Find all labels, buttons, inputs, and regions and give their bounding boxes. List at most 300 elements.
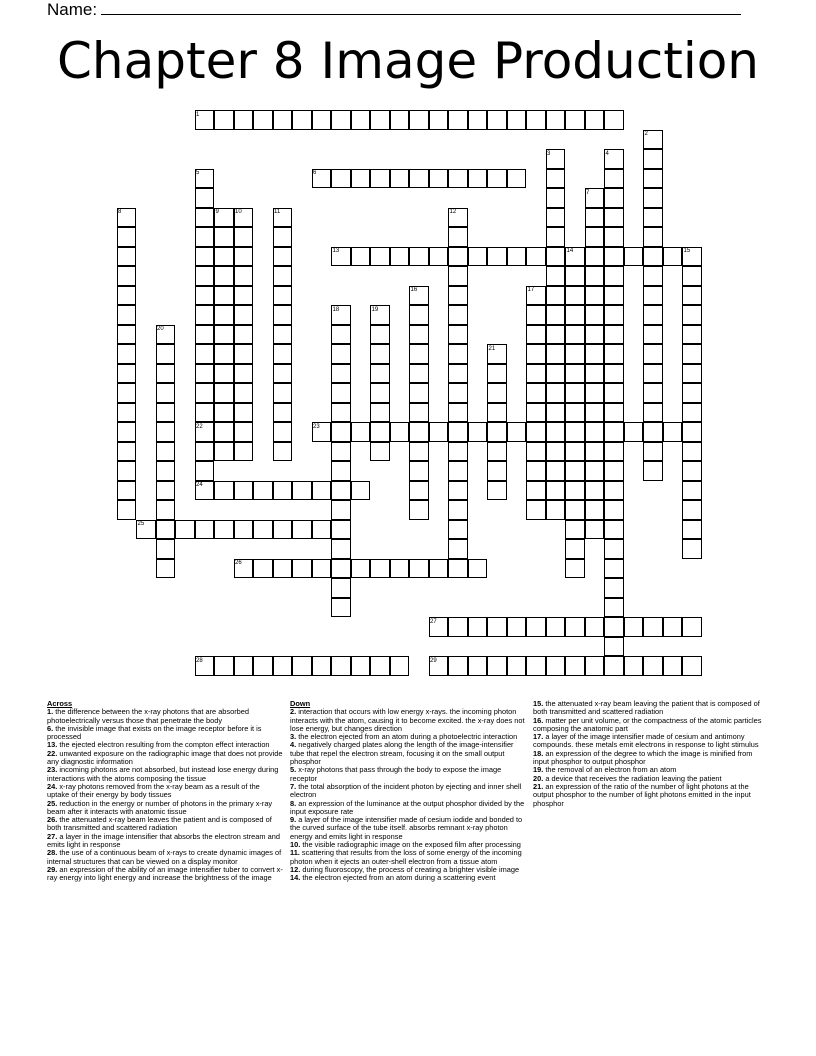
grid-cell[interactable] (643, 344, 663, 364)
grid-cell[interactable] (507, 169, 527, 189)
grid-cell[interactable] (409, 344, 429, 364)
grid-cell[interactable] (273, 325, 293, 345)
grid-cell[interactable] (585, 403, 605, 423)
grid-cell[interactable] (604, 481, 624, 501)
grid-cell[interactable] (234, 247, 254, 267)
grid-cell[interactable] (643, 442, 663, 462)
grid-cell[interactable] (682, 325, 702, 345)
grid-cell[interactable] (526, 325, 546, 345)
grid-cell[interactable] (565, 383, 585, 403)
grid-cell[interactable] (682, 403, 702, 423)
grid-cell[interactable] (448, 364, 468, 384)
grid-cell[interactable] (526, 461, 546, 481)
grid-cell[interactable] (370, 247, 390, 267)
grid-cell[interactable] (448, 617, 468, 637)
grid-cell[interactable] (292, 481, 312, 501)
grid-cell[interactable] (546, 325, 566, 345)
grid-cell[interactable] (487, 383, 507, 403)
grid-cell[interactable] (273, 481, 293, 501)
grid-cell[interactable] (273, 364, 293, 384)
grid-cell[interactable] (331, 364, 351, 384)
grid-cell[interactable] (565, 305, 585, 325)
grid-cell[interactable] (604, 110, 624, 130)
grid-cell[interactable] (409, 364, 429, 384)
grid-cell[interactable] (565, 286, 585, 306)
grid-cell[interactable] (409, 110, 429, 130)
grid-cell[interactable] (448, 461, 468, 481)
grid-cell[interactable] (370, 344, 390, 364)
grid-cell[interactable] (195, 208, 215, 228)
grid-cell[interactable] (273, 422, 293, 442)
grid-cell[interactable] (604, 598, 624, 618)
grid-cell[interactable] (585, 442, 605, 462)
grid-cell[interactable] (214, 481, 234, 501)
grid-cell[interactable] (273, 110, 293, 130)
grid-cell[interactable] (565, 520, 585, 540)
grid-cell[interactable] (331, 344, 351, 364)
grid-cell[interactable] (156, 442, 176, 462)
grid-cell[interactable] (156, 481, 176, 501)
grid-cell[interactable] (331, 325, 351, 345)
grid-cell[interactable] (390, 422, 410, 442)
grid-cell[interactable] (234, 305, 254, 325)
grid-cell[interactable] (585, 247, 605, 267)
grid-cell[interactable] (351, 559, 371, 579)
grid-cell[interactable] (663, 247, 683, 267)
grid-cell[interactable] (526, 344, 546, 364)
grid-cell[interactable] (604, 188, 624, 208)
grid-cell[interactable] (253, 520, 273, 540)
grid-cell[interactable] (682, 266, 702, 286)
grid-cell[interactable] (253, 481, 273, 501)
grid-cell[interactable] (409, 422, 429, 442)
grid-cell[interactable] (546, 188, 566, 208)
grid-cell[interactable] (331, 403, 351, 423)
grid-cell[interactable] (585, 617, 605, 637)
grid-cell[interactable] (409, 403, 429, 423)
grid-cell[interactable] (468, 617, 488, 637)
grid-cell[interactable] (663, 656, 683, 676)
grid-cell[interactable] (292, 559, 312, 579)
grid-cell[interactable] (253, 110, 273, 130)
grid-cell[interactable] (448, 286, 468, 306)
grid-cell[interactable] (273, 656, 293, 676)
grid-cell[interactable] (643, 188, 663, 208)
grid-cell[interactable] (370, 403, 390, 423)
grid-cell[interactable] (585, 364, 605, 384)
grid-cell[interactable] (604, 422, 624, 442)
grid-cell[interactable] (214, 442, 234, 462)
grid-cell[interactable] (409, 247, 429, 267)
grid-cell[interactable] (409, 461, 429, 481)
grid-cell[interactable] (565, 559, 585, 579)
grid-cell[interactable] (604, 305, 624, 325)
grid-cell[interactable] (468, 247, 488, 267)
grid-cell[interactable] (214, 383, 234, 403)
grid-cell[interactable] (214, 403, 234, 423)
grid-cell[interactable] (682, 344, 702, 364)
grid-cell[interactable] (312, 481, 332, 501)
grid-cell[interactable] (487, 461, 507, 481)
grid-cell[interactable] (487, 169, 507, 189)
grid-cell[interactable] (624, 656, 644, 676)
grid-cell[interactable] (234, 656, 254, 676)
grid-cell[interactable] (195, 247, 215, 267)
grid-cell[interactable] (448, 266, 468, 286)
grid-cell[interactable] (546, 481, 566, 501)
grid-cell[interactable] (585, 325, 605, 345)
grid-cell[interactable] (682, 461, 702, 481)
grid-cell[interactable] (156, 539, 176, 559)
grid-cell[interactable] (273, 383, 293, 403)
grid-cell[interactable] (546, 422, 566, 442)
grid-cell[interactable] (331, 461, 351, 481)
grid-cell[interactable] (468, 422, 488, 442)
grid-cell[interactable] (487, 442, 507, 462)
grid-cell[interactable] (604, 403, 624, 423)
grid-cell[interactable] (292, 520, 312, 540)
grid-cell[interactable] (546, 461, 566, 481)
grid-cell[interactable] (370, 383, 390, 403)
grid-cell[interactable] (565, 461, 585, 481)
grid-cell[interactable] (643, 169, 663, 189)
grid-cell[interactable] (585, 286, 605, 306)
grid-cell[interactable] (487, 481, 507, 501)
grid-cell[interactable] (370, 325, 390, 345)
grid-cell[interactable] (604, 383, 624, 403)
grid-cell[interactable] (468, 110, 488, 130)
grid-cell[interactable] (682, 539, 702, 559)
grid-cell[interactable] (390, 110, 410, 130)
grid-cell[interactable] (156, 364, 176, 384)
grid-cell[interactable] (117, 442, 137, 462)
grid-cell[interactable] (409, 169, 429, 189)
grid-cell[interactable] (370, 364, 390, 384)
grid-cell[interactable] (565, 110, 585, 130)
grid-cell[interactable] (526, 481, 546, 501)
grid-cell[interactable] (565, 500, 585, 520)
grid-cell[interactable] (604, 169, 624, 189)
grid-cell[interactable] (643, 617, 663, 637)
grid-cell[interactable] (526, 110, 546, 130)
grid-cell[interactable] (526, 422, 546, 442)
grid-cell[interactable] (682, 617, 702, 637)
grid-cell[interactable] (156, 559, 176, 579)
grid-cell[interactable] (195, 325, 215, 345)
grid-cell[interactable] (390, 656, 410, 676)
grid-cell[interactable] (156, 500, 176, 520)
grid-cell[interactable] (214, 286, 234, 306)
grid-cell[interactable] (507, 422, 527, 442)
grid-cell[interactable] (546, 227, 566, 247)
grid-cell[interactable] (234, 403, 254, 423)
grid-cell[interactable] (312, 520, 332, 540)
grid-cell[interactable] (390, 169, 410, 189)
grid-cell[interactable] (234, 383, 254, 403)
grid-cell[interactable] (234, 344, 254, 364)
grid-cell[interactable] (604, 364, 624, 384)
grid-cell[interactable] (546, 286, 566, 306)
grid-cell[interactable] (331, 500, 351, 520)
grid-cell[interactable] (604, 227, 624, 247)
grid-cell[interactable] (117, 286, 137, 306)
grid-cell[interactable] (604, 637, 624, 657)
grid-cell[interactable] (234, 266, 254, 286)
grid-cell[interactable] (468, 656, 488, 676)
grid-cell[interactable] (585, 344, 605, 364)
grid-cell[interactable] (604, 325, 624, 345)
grid-cell[interactable] (624, 617, 644, 637)
grid-cell[interactable] (526, 500, 546, 520)
grid-cell[interactable] (117, 266, 137, 286)
grid-cell[interactable] (429, 422, 449, 442)
grid-cell[interactable] (526, 656, 546, 676)
grid-cell[interactable] (487, 656, 507, 676)
grid-cell[interactable] (448, 110, 468, 130)
grid-cell[interactable] (117, 364, 137, 384)
grid-cell[interactable] (195, 520, 215, 540)
grid-cell[interactable] (195, 461, 215, 481)
grid-cell[interactable] (585, 500, 605, 520)
grid-cell[interactable] (546, 442, 566, 462)
grid-cell[interactable] (682, 364, 702, 384)
grid-cell[interactable] (195, 403, 215, 423)
grid-cell[interactable] (390, 247, 410, 267)
grid-cell[interactable] (487, 364, 507, 384)
grid-cell[interactable] (682, 383, 702, 403)
grid-cell[interactable] (312, 656, 332, 676)
grid-cell[interactable] (214, 325, 234, 345)
grid-cell[interactable] (682, 481, 702, 501)
grid-cell[interactable] (643, 227, 663, 247)
grid-cell[interactable] (526, 442, 546, 462)
grid-cell[interactable] (214, 656, 234, 676)
grid-cell[interactable] (331, 442, 351, 462)
grid-cell[interactable] (526, 364, 546, 384)
grid-cell[interactable] (331, 481, 351, 501)
grid-cell[interactable] (585, 520, 605, 540)
grid-cell[interactable] (624, 247, 644, 267)
grid-cell[interactable] (604, 656, 624, 676)
grid-cell[interactable] (292, 656, 312, 676)
grid-cell[interactable] (526, 617, 546, 637)
grid-cell[interactable] (604, 617, 624, 637)
grid-cell[interactable] (351, 169, 371, 189)
grid-cell[interactable] (117, 383, 137, 403)
grid-cell[interactable] (682, 422, 702, 442)
grid-cell[interactable] (195, 383, 215, 403)
grid-cell[interactable] (429, 559, 449, 579)
grid-cell[interactable] (546, 110, 566, 130)
grid-cell[interactable] (195, 188, 215, 208)
grid-cell[interactable] (487, 422, 507, 442)
grid-cell[interactable] (565, 364, 585, 384)
grid-cell[interactable] (429, 110, 449, 130)
grid-cell[interactable] (195, 344, 215, 364)
grid-cell[interactable] (370, 422, 390, 442)
grid-cell[interactable] (604, 442, 624, 462)
grid-cell[interactable] (253, 559, 273, 579)
grid-cell[interactable] (409, 442, 429, 462)
grid-cell[interactable] (585, 266, 605, 286)
grid-cell[interactable] (370, 110, 390, 130)
grid-cell[interactable] (214, 247, 234, 267)
grid-cell[interactable] (273, 247, 293, 267)
grid-cell[interactable] (487, 110, 507, 130)
grid-cell[interactable] (351, 656, 371, 676)
grid-cell[interactable] (331, 383, 351, 403)
grid-cell[interactable] (273, 520, 293, 540)
grid-cell[interactable] (234, 110, 254, 130)
grid-cell[interactable] (526, 305, 546, 325)
grid-cell[interactable] (604, 539, 624, 559)
grid-cell[interactable] (195, 227, 215, 247)
grid-cell[interactable] (565, 266, 585, 286)
grid-cell[interactable] (682, 305, 702, 325)
grid-cell[interactable] (663, 422, 683, 442)
grid-cell[interactable] (448, 539, 468, 559)
grid-cell[interactable] (565, 344, 585, 364)
grid-cell[interactable] (643, 305, 663, 325)
grid-cell[interactable] (468, 169, 488, 189)
grid-cell[interactable] (195, 442, 215, 462)
grid-cell[interactable] (643, 461, 663, 481)
grid-cell[interactable] (546, 266, 566, 286)
grid-cell[interactable] (448, 325, 468, 345)
grid-cell[interactable] (682, 500, 702, 520)
grid-cell[interactable] (604, 286, 624, 306)
grid-cell[interactable] (195, 364, 215, 384)
grid-cell[interactable] (370, 656, 390, 676)
grid-cell[interactable] (546, 169, 566, 189)
grid-cell[interactable] (331, 422, 351, 442)
grid-cell[interactable] (195, 305, 215, 325)
grid-cell[interactable] (195, 266, 215, 286)
grid-cell[interactable] (195, 286, 215, 306)
grid-cell[interactable] (643, 266, 663, 286)
grid-cell[interactable] (643, 656, 663, 676)
grid-cell[interactable] (273, 403, 293, 423)
grid-cell[interactable] (643, 149, 663, 169)
grid-cell[interactable] (117, 344, 137, 364)
grid-cell[interactable] (331, 578, 351, 598)
grid-cell[interactable] (604, 520, 624, 540)
grid-cell[interactable] (643, 247, 663, 267)
grid-cell[interactable] (643, 383, 663, 403)
grid-cell[interactable] (643, 403, 663, 423)
grid-cell[interactable] (507, 617, 527, 637)
grid-cell[interactable] (214, 364, 234, 384)
grid-cell[interactable] (175, 520, 195, 540)
grid-cell[interactable] (409, 559, 429, 579)
grid-cell[interactable] (448, 520, 468, 540)
grid-cell[interactable] (214, 266, 234, 286)
grid-cell[interactable] (214, 422, 234, 442)
grid-cell[interactable] (682, 656, 702, 676)
grid-cell[interactable] (409, 383, 429, 403)
grid-cell[interactable] (468, 559, 488, 579)
grid-cell[interactable] (156, 520, 176, 540)
grid-cell[interactable] (273, 559, 293, 579)
grid-cell[interactable] (585, 656, 605, 676)
grid-cell[interactable] (448, 559, 468, 579)
grid-cell[interactable] (565, 481, 585, 501)
grid-cell[interactable] (156, 461, 176, 481)
grid-cell[interactable] (448, 344, 468, 364)
grid-cell[interactable] (448, 442, 468, 462)
grid-cell[interactable] (546, 383, 566, 403)
grid-cell[interactable] (292, 110, 312, 130)
grid-cell[interactable] (507, 110, 527, 130)
grid-cell[interactable] (526, 403, 546, 423)
grid-cell[interactable] (643, 422, 663, 442)
grid-cell[interactable] (331, 520, 351, 540)
grid-cell[interactable] (117, 500, 137, 520)
grid-cell[interactable] (234, 442, 254, 462)
grid-cell[interactable] (351, 422, 371, 442)
grid-cell[interactable] (448, 169, 468, 189)
grid-cell[interactable] (546, 344, 566, 364)
grid-cell[interactable] (682, 520, 702, 540)
grid-cell[interactable] (448, 481, 468, 501)
grid-cell[interactable] (585, 110, 605, 130)
grid-cell[interactable] (565, 442, 585, 462)
grid-cell[interactable] (448, 656, 468, 676)
grid-cell[interactable] (370, 169, 390, 189)
grid-cell[interactable] (448, 247, 468, 267)
grid-cell[interactable] (487, 617, 507, 637)
grid-cell[interactable] (565, 422, 585, 442)
grid-cell[interactable] (214, 227, 234, 247)
grid-cell[interactable] (234, 422, 254, 442)
grid-cell[interactable] (351, 481, 371, 501)
grid-cell[interactable] (331, 598, 351, 618)
grid-cell[interactable] (156, 422, 176, 442)
grid-cell[interactable] (117, 403, 137, 423)
grid-cell[interactable] (565, 617, 585, 637)
grid-cell[interactable] (604, 500, 624, 520)
grid-cell[interactable] (448, 422, 468, 442)
grid-cell[interactable] (604, 266, 624, 286)
grid-cell[interactable] (273, 227, 293, 247)
grid-cell[interactable] (487, 247, 507, 267)
grid-cell[interactable] (546, 305, 566, 325)
grid-cell[interactable] (273, 266, 293, 286)
grid-cell[interactable] (234, 520, 254, 540)
grid-cell[interactable] (585, 422, 605, 442)
grid-cell[interactable] (604, 247, 624, 267)
grid-cell[interactable] (487, 403, 507, 423)
grid-cell[interactable] (214, 110, 234, 130)
grid-cell[interactable] (234, 364, 254, 384)
grid-cell[interactable] (331, 169, 351, 189)
grid-cell[interactable] (546, 500, 566, 520)
grid-cell[interactable] (351, 110, 371, 130)
grid-cell[interactable] (331, 656, 351, 676)
grid-cell[interactable] (390, 559, 410, 579)
grid-cell[interactable] (682, 442, 702, 462)
grid-cell[interactable] (370, 559, 390, 579)
grid-cell[interactable] (214, 305, 234, 325)
grid-cell[interactable] (117, 305, 137, 325)
grid-cell[interactable] (234, 227, 254, 247)
grid-cell[interactable] (604, 461, 624, 481)
grid-cell[interactable] (585, 305, 605, 325)
grid-cell[interactable] (156, 344, 176, 364)
grid-cell[interactable] (546, 617, 566, 637)
grid-cell[interactable] (234, 481, 254, 501)
grid-cell[interactable] (214, 520, 234, 540)
